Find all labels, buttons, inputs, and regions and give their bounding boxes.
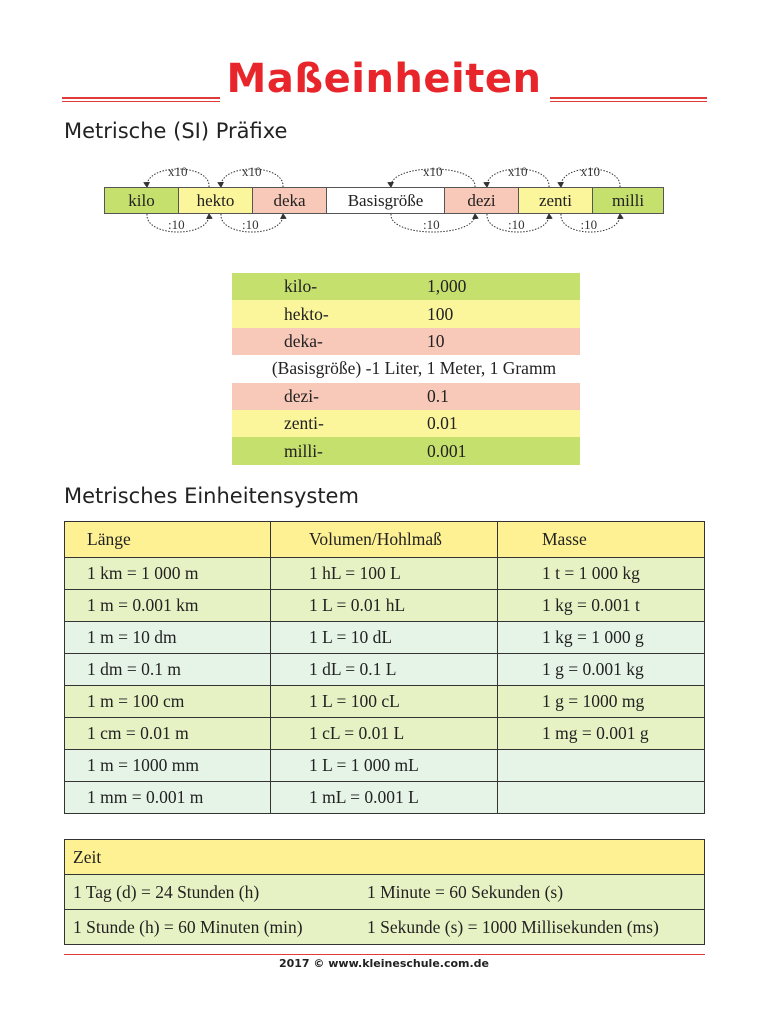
cell-laenge: 1 m = 100 cm <box>65 686 271 718</box>
prefix-row-deka <box>232 328 580 355</box>
cell-laenge: 1 m = 0.001 km <box>65 590 271 622</box>
prefix-row-zenti <box>232 410 580 437</box>
strip-hekto: hekto <box>179 188 253 213</box>
prefix-name: hekto- <box>284 303 329 324</box>
cell-volumen: 1 cL = 0.01 L <box>271 718 498 750</box>
table-row <box>65 622 705 654</box>
arrow-label-up: x10 <box>423 164 443 179</box>
arrow-label-down: :10 <box>242 217 259 232</box>
prefix-row-dezi <box>232 383 580 410</box>
prefix-row-base <box>232 355 580 382</box>
table-row <box>65 750 705 782</box>
prefix-name: zenti- <box>284 413 324 434</box>
footer-rule <box>64 954 705 955</box>
cell-volumen: 1 dL = 0.1 L <box>271 654 498 686</box>
cell-laenge: 1 cm = 0.01 m <box>65 718 271 750</box>
prefix-value: 100 <box>427 303 454 324</box>
strip-kilo: kilo <box>105 188 179 213</box>
prefix-row-hekto <box>232 300 580 327</box>
prefix-value: 0.001 <box>427 440 467 461</box>
time-header: Zeit <box>65 840 705 875</box>
cell-laenge: 1 km = 1 000 m <box>65 558 271 590</box>
cell-masse: 1 mg = 0.001 g <box>498 718 705 750</box>
arrow-label-down: :10 <box>580 217 598 232</box>
cell-volumen: 1 L = 0.01 hL <box>271 590 498 622</box>
table-row <box>65 782 705 814</box>
prefix-value: 1,000 <box>427 276 467 297</box>
table-row <box>65 875 705 910</box>
cell-masse: 1 g = 1000 mg <box>498 686 705 718</box>
header-volumen: Volumen/Hohlmaß <box>271 522 498 558</box>
arrow-label-down: :10 <box>168 217 185 232</box>
arrow-label-up: x10 <box>508 164 528 179</box>
table-row <box>65 654 705 686</box>
prefix-base-text: (Basisgröße) -1 Liter, 1 Meter, 1 Gramm <box>271 358 557 379</box>
prefix-name: milli- <box>284 440 323 461</box>
prefix-value: 0.01 <box>427 413 458 434</box>
cell-laenge: 1 m = 1000 mm <box>65 750 271 782</box>
cell-masse <box>498 750 705 782</box>
prefix-table <box>232 273 580 465</box>
table-row <box>65 558 705 590</box>
header-masse: Masse <box>498 522 705 558</box>
strip-milli: milli <box>593 188 663 213</box>
strip-basisgroesse: Basisgröße <box>327 188 445 213</box>
cell-volumen: 1 L = 100 cL <box>271 686 498 718</box>
arrow-label-up: x10 <box>242 164 262 179</box>
arrow-label-down: :10 <box>423 217 440 232</box>
arrow-label-down: :10 <box>508 217 525 232</box>
table-row <box>65 910 705 945</box>
arrow-label-up: x10 <box>580 164 600 179</box>
cell-masse: 1 g = 0.001 kg <box>498 654 705 686</box>
prefix-name: kilo- <box>284 276 318 297</box>
cell-volumen: 1 L = 10 dL <box>271 622 498 654</box>
page-title: Maßeinheiten <box>226 56 542 102</box>
cell-volumen: 1 mL = 0.001 L <box>271 782 498 814</box>
section-heading-units: Metrisches Einheitensystem <box>64 484 359 508</box>
time-table <box>64 839 705 945</box>
table-row <box>65 686 705 718</box>
prefix-value: 10 <box>427 330 445 351</box>
footer-credit: 2017 © www.kleineschule.com.de <box>278 957 490 970</box>
time-cell: 1 Stunde (h) = 60 Minuten (min) <box>65 910 358 945</box>
time-header-row <box>65 840 705 875</box>
section-heading-prefixes: Metrische (SI) Präfixe <box>64 119 288 143</box>
cell-masse: 1 t = 1 000 kg <box>498 558 705 590</box>
time-cell: 1 Sekunde (s) = 1000 Millisekunden (ms) <box>357 910 705 945</box>
table-row <box>65 590 705 622</box>
cell-masse <box>498 782 705 814</box>
prefix-arrows <box>0 0 768 260</box>
prefix-name: deka- <box>284 330 323 351</box>
prefix-row-milli <box>232 437 580 464</box>
table-row <box>65 718 705 750</box>
header-laenge: Länge <box>65 522 271 558</box>
strip-zenti: zenti <box>519 188 593 213</box>
units-table <box>64 521 705 814</box>
cell-masse: 1 kg = 1 000 g <box>498 622 705 654</box>
cell-laenge: 1 m = 10 dm <box>65 622 271 654</box>
strip-dezi: dezi <box>445 188 519 213</box>
prefix-strip <box>104 187 664 214</box>
strip-deka: deka <box>253 188 327 213</box>
prefix-name: dezi- <box>284 385 319 406</box>
arrow-label-up: x10 <box>168 164 188 179</box>
cell-laenge: 1 dm = 0.1 m <box>65 654 271 686</box>
cell-laenge: 1 mm = 0.001 m <box>65 782 271 814</box>
cell-masse: 1 kg = 0.001 t <box>498 590 705 622</box>
time-cell: 1 Tag (d) = 24 Stunden (h) <box>65 875 358 910</box>
prefix-row-kilo <box>232 273 580 300</box>
units-header-row <box>65 522 705 558</box>
time-cell: 1 Minute = 60 Sekunden (s) <box>357 875 705 910</box>
cell-volumen: 1 L = 1 000 mL <box>271 750 498 782</box>
prefix-value: 0.1 <box>427 385 449 406</box>
cell-volumen: 1 hL = 100 L <box>271 558 498 590</box>
